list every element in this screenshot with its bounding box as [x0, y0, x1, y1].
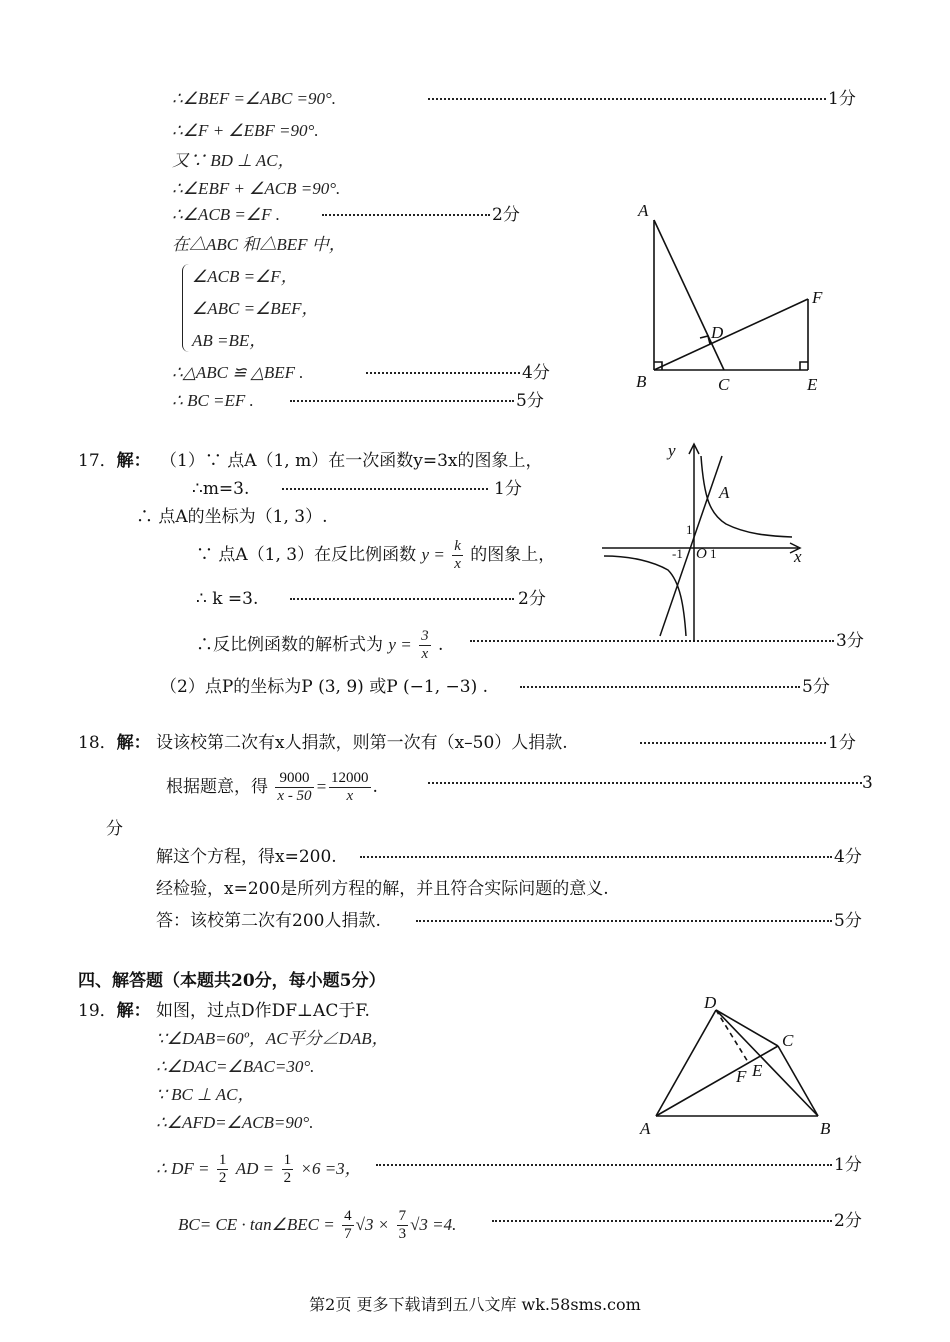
score: 1分 [834, 1155, 862, 1175]
p16-line5: ∴∠ACB =∠F . [172, 205, 281, 224]
p17-line6: ∴反比例函数的解析式为 y = $\frac{3}{x}$ . [196, 628, 444, 662]
p16-system-2: ∠ABC =∠BEF， [192, 299, 319, 318]
label-B: B [820, 1119, 831, 1138]
figure-quadrilateral-abcd [628, 988, 848, 1140]
p18-line5: 答：该校第二次有200人捐款. [156, 911, 381, 931]
label-D: D [704, 993, 717, 1012]
score: 2分 [834, 1211, 862, 1231]
system-brace [182, 264, 189, 352]
section-title: 四、解答题（本题共20分，每小题5分） [78, 971, 386, 991]
label-tick-1-x: 1 [710, 546, 717, 561]
p19-number: 19．解： [78, 1001, 151, 1021]
label-E: E [807, 375, 818, 394]
label-C: C [782, 1031, 794, 1050]
label-B: B [636, 372, 647, 391]
p18-line3: 解这个方程，得x=200. [156, 847, 337, 867]
score: 3分 [836, 631, 864, 651]
p19-line3: ∴∠DAC=∠BAC=30°. [156, 1057, 315, 1076]
figure-function-graph [598, 438, 818, 642]
p17-line5: ∴ k =3. [196, 589, 259, 609]
leader-dots [290, 598, 514, 600]
score: 4分 [522, 363, 550, 383]
label-F: F [812, 288, 823, 307]
p18-number: 18．解： [78, 733, 151, 753]
leader-dots [520, 686, 800, 688]
p17-line2: ∴m=3. [192, 479, 250, 499]
label-A: A [719, 483, 730, 502]
label-tick-1-y: 1 [686, 522, 693, 537]
p16-line8: ∴ BC =EF . [172, 391, 254, 410]
leader-dots [322, 214, 490, 216]
score: 2分 [492, 205, 520, 225]
p16-system-1: ∠ACB =∠F， [192, 267, 298, 286]
figure-triangles-abc-bef [620, 195, 840, 400]
p17-line1: （1）∵ 点A（1, m）在一次函数y=3x的图象上， [160, 451, 543, 471]
p16-line2: ∴∠F + ∠EBF =90°. [172, 121, 319, 140]
score: 4分 [834, 847, 862, 867]
score: 1分 [828, 89, 856, 109]
p16-line4: ∴∠EBF + ∠ACB =90°. [172, 179, 341, 198]
p19-line1: 如图，过点D作DF⊥AC于F. [156, 1001, 370, 1021]
p16-line6: 在△ABC 和△BEF 中， [172, 235, 346, 254]
score: 分 [106, 819, 123, 839]
fraction-k-over-x: $\frac{k}{x}$ [454, 538, 461, 572]
leader-dots [290, 400, 514, 402]
label-E: E [752, 1061, 763, 1080]
fraction-half: $\frac{1}{2}$ [283, 1152, 292, 1186]
p17-number: 17．解： [78, 451, 151, 471]
label-origin: O [696, 546, 707, 562]
p19-line7: BC= CE · tan∠BEC = $\frac{4}{7}$ √3 × $\frac{7}{3}$ √3 =4. [178, 1208, 457, 1242]
score: 1分 [494, 479, 522, 499]
leader-dots [416, 920, 832, 922]
label-F: F [736, 1067, 747, 1086]
p19-line5: ∴∠AFD=∠ACB=90°. [156, 1113, 314, 1132]
p17-line4: ∵ 点A（1, 3）在反比例函数 y = $\frac{k}{x}$ 的图象上， [196, 538, 556, 572]
leader-dots [492, 1220, 832, 1222]
leader-dots [376, 1164, 832, 1166]
label-C: C [718, 375, 730, 394]
p18-line2: 根据题意，得 $\frac{9000}{x - 50}$ = $\frac{12000}{x}$ . [166, 770, 378, 804]
label-x-axis: x [794, 547, 802, 566]
fraction-half: $\frac{1}{2}$ [218, 1152, 227, 1186]
p16-line7: ∴△ABC ≌ △BEF . [172, 363, 304, 382]
score: 2分 [518, 589, 546, 609]
page-footer: 第2页 更多下载请到五八文库 wk.58sms.com [309, 1295, 641, 1314]
p18-line1: 设该校第二次有x人捐款，则第一次有（x–50）人捐款. [156, 733, 568, 753]
score: 1分 [828, 733, 856, 753]
score: 5分 [834, 911, 862, 931]
p16-system-3: AB =BE， [192, 331, 267, 350]
label-tick-neg1: -1 [672, 546, 683, 561]
score: 3 [862, 773, 873, 793]
label-D: D [711, 323, 724, 342]
label-A: A [640, 1119, 651, 1138]
fraction-9000: $\frac{9000}{x - 50}$ [277, 770, 312, 804]
fraction-12000: $\frac{12000}{x}$ [331, 770, 369, 804]
label-A: A [638, 201, 649, 220]
leader-dots [428, 782, 862, 784]
fraction-4-7: $\frac{4}{7}$ [344, 1208, 352, 1242]
leader-dots [428, 98, 826, 100]
p17-line7: （2）点P的坐标为P (3, 9) 或P (−1, −3) . [160, 677, 489, 697]
score: 5分 [516, 391, 544, 411]
score: 5分 [802, 677, 830, 697]
p16-line3: 又∵ BD ⊥ AC， [172, 151, 295, 170]
p19-line4: ∵ BC ⊥ AC， [156, 1085, 255, 1104]
leader-dots [640, 742, 826, 744]
p18-line4: 经检验，x=200是所列方程的解，并且符合实际问题的意义. [156, 879, 609, 899]
p16-line1: ∴∠BEF =∠ABC =90°. [172, 89, 337, 108]
p17-line3: ∴ 点A的坐标为（1, 3）. [136, 507, 328, 527]
leader-dots [282, 488, 488, 490]
fraction-7-3: $\frac{7}{3}$ [398, 1208, 407, 1242]
p19-line2: ∵∠DAB=60º，AC平分∠DAB， [156, 1029, 389, 1048]
leader-dots [366, 372, 520, 374]
fraction-3-over-x: $\frac{3}{x}$ [421, 628, 429, 662]
leader-dots [360, 856, 832, 858]
p19-line6: ∴ DF = $\frac{1}{2}$ AD = $\frac{1}{2}$ ×6 =3， [156, 1152, 362, 1186]
label-y-axis: y [668, 441, 676, 460]
